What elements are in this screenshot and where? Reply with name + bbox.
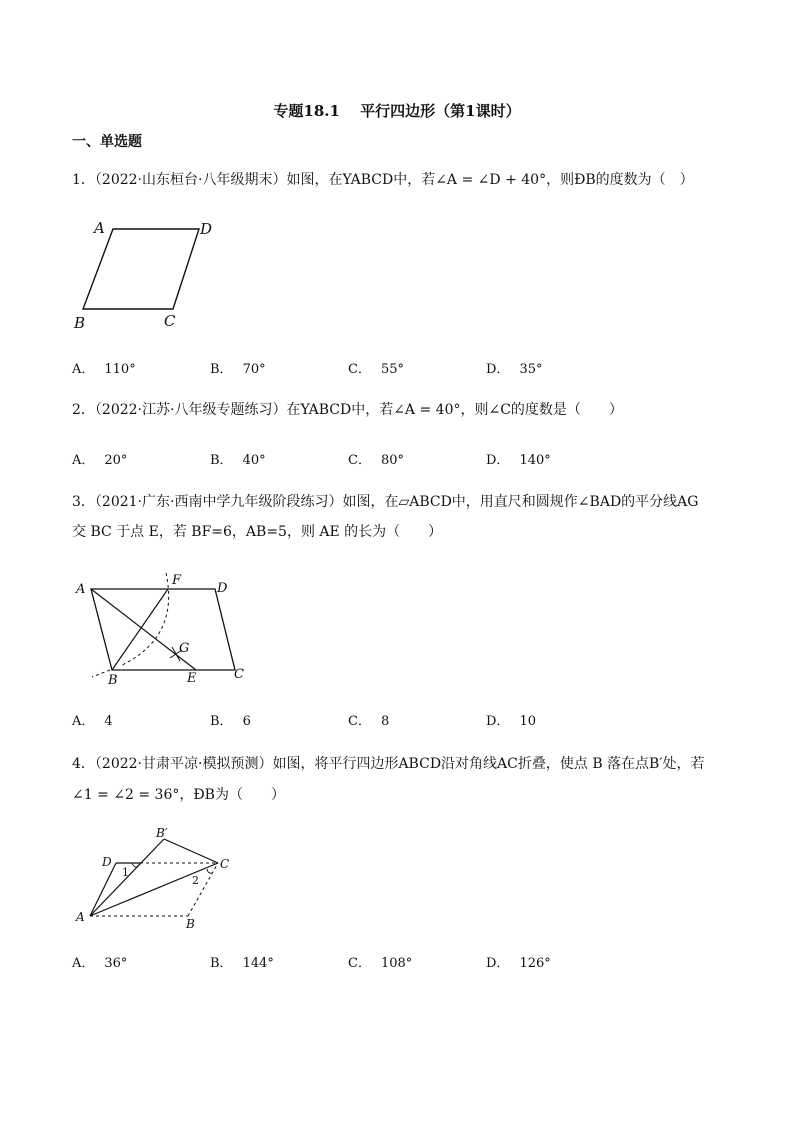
- label-b-prime: B′: [156, 826, 168, 840]
- segment-bf: [112, 589, 168, 670]
- q3-option-d[interactable]: D． 10: [486, 714, 536, 729]
- question-3-number: 3．: [72, 494, 95, 510]
- label-b: B: [74, 314, 86, 332]
- angle-2-arc: [207, 869, 212, 873]
- q2-option-d[interactable]: D． 140°: [486, 453, 551, 468]
- question-2-text: （2022·江苏·八年级专题练习）在YABCD中，若∠A = 40°，则∠C的度数是（ ）: [94, 402, 623, 418]
- question-2: [72, 401, 623, 419]
- label-c: C: [234, 667, 244, 682]
- question-3-figure: [72, 568, 252, 688]
- question-3-line2: 交 BC 于点 E，若 BF=6，AB=5，则 AE 的长为（ ）: [72, 524, 443, 540]
- parallelogram-abcd: [83, 229, 199, 309]
- segment-bc-dashed: [188, 863, 218, 916]
- label-b: B: [186, 917, 195, 931]
- q4-option-a[interactable]: A． 36°: [72, 956, 128, 971]
- label-angle-2: 2: [192, 874, 199, 887]
- q1-option-c[interactable]: C． 55°: [348, 362, 404, 377]
- segment-ad: [90, 863, 116, 916]
- label-f: F: [172, 573, 182, 588]
- label-d: D: [102, 855, 112, 869]
- question-3-text-line1: （2021·广东·西南中学九年级阶段练习）如图，在▱ABCD中，用直尺和圆规作∠BAD的平分线AG: [94, 494, 699, 510]
- question-4-number: 4．: [72, 756, 95, 772]
- label-a: A: [76, 910, 85, 924]
- q1-option-d[interactable]: D． 35°: [486, 362, 543, 377]
- question-1-text: （2022·山东桓台·八年级期末）如图，在YABCD中，若∠A = ∠D + 40°，则ÐB的度数为（ ）: [94, 172, 694, 188]
- question-1: [72, 171, 694, 189]
- q3-option-b[interactable]: B． 6: [210, 714, 251, 729]
- question-4-line2: ∠1 = ∠2 = 36°，ÐB为（ ）: [72, 787, 285, 803]
- q4-option-d[interactable]: D． 126°: [486, 956, 551, 971]
- q4-option-b[interactable]: B． 144°: [210, 956, 274, 971]
- label-a: A: [76, 582, 86, 597]
- question-4: [72, 755, 705, 773]
- question-4-text-line1: （2022·甘肃平凉·模拟预测）如图，将平行四边形ABCD沿对角线AC折叠，使点 B 落在点B′处，若: [94, 756, 705, 772]
- label-c: C: [220, 857, 230, 871]
- question-2-number: 2．: [72, 402, 95, 418]
- q2-option-c[interactable]: C． 80°: [348, 453, 404, 468]
- question-1-figure: [60, 212, 240, 337]
- label-e: E: [187, 671, 197, 686]
- q2-option-b[interactable]: B． 40°: [210, 453, 266, 468]
- question-4-figure: [72, 822, 252, 934]
- page-title: 专题18.1 平行四边形（第1课时）: [273, 102, 521, 120]
- label-c: C: [164, 312, 176, 330]
- segment-b-prime-c: [164, 839, 218, 863]
- q2-option-a[interactable]: A． 20°: [72, 453, 128, 468]
- label-angle-1: 1: [122, 866, 129, 879]
- label-a: A: [94, 219, 105, 237]
- q3-option-a[interactable]: A． 4: [72, 714, 113, 729]
- compass-arc: [120, 573, 169, 666]
- question-3: [72, 493, 698, 511]
- question-1-number: 1．: [72, 172, 95, 188]
- label-d: D: [217, 581, 228, 596]
- label-b: B: [108, 673, 118, 688]
- bisector-ae: [91, 589, 196, 670]
- label-d: D: [200, 220, 213, 238]
- q3-option-c[interactable]: C． 8: [348, 714, 390, 729]
- q1-option-a[interactable]: A． 110°: [72, 362, 136, 377]
- section-heading: 一、单选题: [72, 134, 142, 150]
- q1-option-b[interactable]: B． 70°: [210, 362, 266, 377]
- parallelogram-abcd: [91, 589, 235, 670]
- label-g: G: [179, 641, 190, 656]
- q4-option-c[interactable]: C． 108°: [348, 956, 413, 971]
- diagonal-ac: [90, 863, 218, 916]
